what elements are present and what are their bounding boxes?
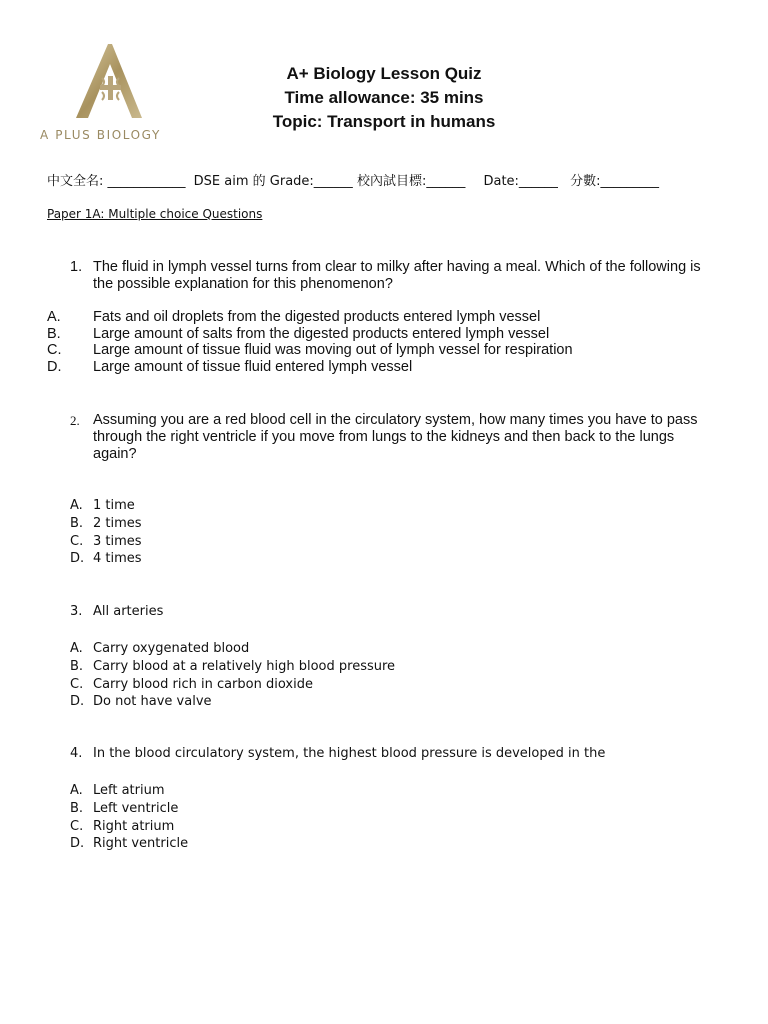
question-number: 1. [70,259,83,275]
question-4-options [70,782,188,853]
option-text: Right atrium [93,818,175,834]
question-1 [70,259,720,293]
option-letter: A. [47,309,61,325]
question-1-options [47,309,697,375]
option-b[interactable] [70,800,188,818]
quiz-title: A+ Biology Lesson Quiz [286,64,482,83]
logo-text: A PLUS BIOLOGY [40,128,161,142]
option-d[interactable] [70,550,142,568]
option-a[interactable] [47,309,697,326]
school-target-field[interactable]: 校內試目標:______ [356,174,466,189]
option-d[interactable] [47,359,697,376]
option-text: 1 time [93,498,135,513]
question-2 [70,412,720,463]
topic: Topic: Transport in humans [272,112,496,131]
option-letter: A. [70,783,83,798]
option-text: Carry blood rich in carbon dioxide [93,676,313,692]
option-text: Carry blood at a relatively high blood pressure [93,658,396,674]
option-letter: D. [70,551,85,567]
option-a[interactable] [70,497,142,515]
option-text: 2 times [93,515,142,531]
option-letter: B. [70,515,84,531]
option-letter: D. [47,358,62,375]
option-text: 4 times [93,551,142,567]
option-letter: D. [70,694,85,710]
option-text: Carry oxygenated blood [93,641,250,656]
option-letter: A. [70,641,83,656]
date-field[interactable]: Date:______ [483,174,558,189]
option-text: Right ventricle [93,836,189,852]
option-d[interactable] [70,835,188,853]
option-text: 3 times [93,533,142,549]
question-4 [70,746,720,761]
student-info-line [47,170,737,189]
option-letter: A. [70,498,83,513]
option-text: Fats and oil droplets from the digested products entered lymph vessel [93,309,541,325]
time-allowance: Time allowance: 35 mins [284,88,484,107]
question-text: All arteries [93,604,164,619]
section-title: Paper 1A: Multiple choice Questions [47,207,263,221]
option-b[interactable] [70,515,142,533]
option-letter: D. [70,836,85,852]
option-letter: C. [70,818,84,834]
option-c[interactable] [70,676,395,694]
question-number: 4. [70,746,83,761]
option-b[interactable] [70,658,395,676]
score-field[interactable]: 分數:_________ [570,174,659,189]
option-text: Large amount of tissue fluid was moving out of lymph vessel for respiration [93,342,573,358]
option-a[interactable] [70,640,395,658]
option-text: Left atrium [93,783,165,798]
question-number: 2. [70,413,80,428]
option-text: Large amount of tissue fluid entered lymph vessel [93,358,413,375]
option-letter: B. [47,325,61,342]
quiz-header [230,62,538,134]
option-letter: B. [70,658,84,674]
question-3 [70,604,720,619]
option-letter: B. [70,800,84,816]
question-number: 3. [70,604,83,619]
logo [38,44,178,144]
question-2-options [70,497,142,568]
option-text: Do not have valve [93,694,212,710]
a-plus-biology-logo-icon [72,44,144,122]
option-a[interactable] [70,782,188,800]
question-3-options [70,640,395,711]
name-field[interactable]: 中文全名: ____________ [47,174,186,189]
option-c[interactable] [70,818,188,836]
option-letter: C. [70,533,84,549]
option-text: Large amount of salts from the digested products entered lymph vessel [93,325,550,342]
option-d[interactable] [70,693,395,711]
option-b[interactable] [47,326,697,343]
question-text: The fluid in lymph vessel turns from clear to milky after having a meal. Which of the following is the possible explanation for this phenomenon? [93,259,701,292]
option-text: Left ventricle [93,800,179,816]
option-letter: C. [47,342,62,358]
dse-grade-field[interactable]: DSE aim 的 Grade:______ [193,174,353,189]
option-c[interactable] [47,342,697,359]
question-text: In the blood circulatory system, the highest blood pressure is developed in the [93,746,606,761]
question-text: Assuming you are a red blood cell in the circulatory system, how many times you have to pass through the right ventricle if you move from lungs to the kidneys and then back to the lungs again? [93,412,698,462]
option-letter: C. [70,676,84,692]
option-c[interactable] [70,533,142,551]
